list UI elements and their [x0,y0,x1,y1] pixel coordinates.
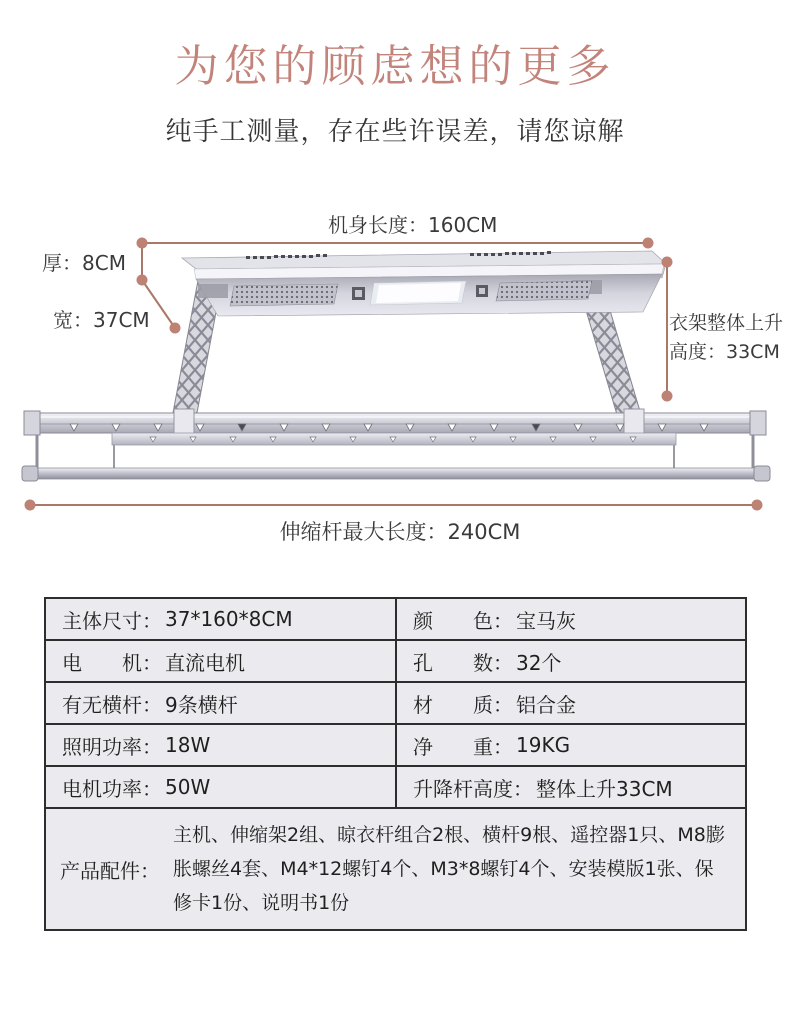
spec-label: 照明功率： [62,734,162,759]
spec-cell-motor-power [46,767,397,807]
rail-end-cap-left [24,411,40,435]
drying-rod-assembly [22,409,770,481]
table-row [46,725,745,767]
left-arm-clamp [174,409,194,436]
right-arm-clamp [624,409,644,436]
spec-label: 电 机： [62,650,162,675]
table-row [46,767,745,809]
accessories-row [46,809,745,929]
table-row [46,599,745,641]
page-title: 为您的顾虑想的更多 [174,41,616,92]
spec-label: 升降杆高度： [413,776,533,801]
accessories-label: 产品配件： [60,858,160,883]
dim-thickness-label: 厚：8CM [42,251,126,275]
dim-width-label: 宽：37CM [53,308,150,332]
brand-emblem-right-inner [479,288,485,294]
spec-label: 净 重： [413,734,513,759]
dim-body-length-label: 机身长度：160CM [328,213,498,237]
spec-cell-body-size [46,599,397,639]
spec-label: 颜 色： [413,608,513,633]
spec-value: 50W [165,775,211,799]
spec-cell-motor [46,641,397,681]
lower-drying-tube [26,468,766,479]
left-arm-mount [198,284,228,298]
dim-rise-line2: 高度：33CM [669,341,780,363]
spec-label: 电机功率： [62,776,162,801]
spec-value: 19KG [516,733,571,757]
accessories-value: 主机、伸缩架2组、晾衣杆组合2根、横杆9根、遥控器1只、M8膨胀螺丝4套、M4*12螺钉4个、M3*8螺钉4个、安装模版1张、保修卡1份、说明书1份 [173,824,725,914]
right-vent-grille [496,281,592,301]
spec-label: 有无横杆： [62,692,162,717]
tube-cap-right [754,466,770,481]
brand-emblem-left-inner [355,290,362,297]
machine-body [182,251,666,316]
spec-cell-net-weight [397,725,745,765]
dim-rod-length-label: 伸缩杆最大长度：240CM [279,520,521,544]
main-rod-rail [28,413,764,433]
table-row [46,641,745,683]
spec-value: 整体上升33CM [536,776,673,801]
table-row [46,683,745,725]
page-subtitle: 纯手工测量，存在些许误差，请您谅解 [165,117,625,147]
spec-cell-lift-height [397,767,745,807]
left-vent-grille [230,284,338,306]
spec-cell-color [397,599,745,639]
spec-value: 宝马灰 [516,608,576,633]
spec-cell-light-power [46,725,397,765]
led-light-panel [370,281,466,305]
tube-cap-left [22,466,38,481]
rail-end-cap-right [750,411,766,435]
spec-cell-material [397,683,745,723]
spec-cell-holes [397,641,745,681]
spec-value: 铝合金 [516,692,576,717]
spec-value: 32个 [516,650,562,675]
spec-value: 37*160*8CM [165,607,293,631]
spec-value: 9条横杆 [165,692,238,717]
dim-rise-line1: 衣架整体上升 [669,312,784,334]
spec-value: 18W [165,733,211,757]
spec-label: 主体尺寸： [62,608,162,633]
spec-label: 材 质： [413,692,513,717]
spec-value: 直流电机 [165,650,245,675]
spec-cell-crossbars [46,683,397,723]
spec-table [44,597,747,931]
dim-rise-height-label [669,309,783,367]
spec-label: 孔 数： [413,650,513,675]
